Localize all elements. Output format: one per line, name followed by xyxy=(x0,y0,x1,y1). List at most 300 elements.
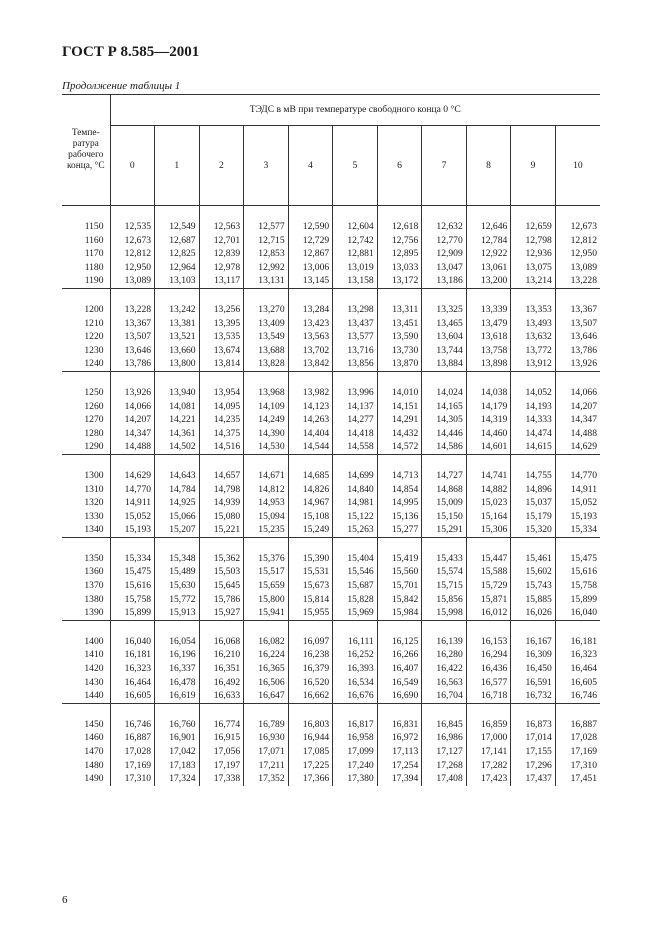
separator-cell xyxy=(466,206,511,221)
emf-value-cell: 15,291 xyxy=(422,523,467,537)
temperature-cell: 1380 xyxy=(84,593,104,605)
table-row xyxy=(62,427,600,441)
emf-value-cell: 12,909 xyxy=(422,247,467,261)
emf-value-cell: 14,544 xyxy=(288,440,333,454)
emf-value-cell: 13,507 xyxy=(110,330,155,344)
emf-value-cell: 14,404 xyxy=(288,427,333,441)
table-row xyxy=(62,400,600,414)
separator-cell xyxy=(466,454,511,469)
separator-cell xyxy=(288,537,333,552)
emf-value-cell: 12,563 xyxy=(199,220,244,234)
separator-cell xyxy=(422,703,467,718)
emf-value-cell: 16,746 xyxy=(555,689,600,703)
table-row xyxy=(62,552,600,566)
emf-value-cell: 13,968 xyxy=(244,386,289,400)
emf-value-cell: 13,075 xyxy=(511,261,556,275)
emf-value-cell: 16,153 xyxy=(466,635,511,649)
emf-value-cell: 16,647 xyxy=(244,689,289,703)
emf-value-cell: 15,715 xyxy=(422,579,467,593)
emf-value-cell: 17,000 xyxy=(466,731,511,745)
emf-value-cell: 15,828 xyxy=(333,593,378,607)
emf-value-cell: 13,814 xyxy=(199,357,244,371)
emf-value-cell: 12,978 xyxy=(199,261,244,275)
emf-value-cell: 16,789 xyxy=(244,718,289,732)
emf-value-cell: 14,291 xyxy=(377,413,422,427)
separator-cell xyxy=(110,537,155,552)
emf-value-cell: 13,395 xyxy=(199,317,244,331)
emf-value-cell: 13,660 xyxy=(155,344,200,358)
emf-value-cell: 13,940 xyxy=(155,386,200,400)
emf-value-cell: 14,826 xyxy=(288,483,333,497)
emf-value-cell: 16,803 xyxy=(288,718,333,732)
separator-cell xyxy=(511,288,556,303)
emf-value-cell: 14,361 xyxy=(155,427,200,441)
separator-cell xyxy=(199,703,244,718)
emf-value-cell: 13,019 xyxy=(333,261,378,275)
emf-value-cell: 17,014 xyxy=(511,731,556,745)
emf-value-cell: 12,729 xyxy=(288,234,333,248)
emf-value-cell: 13,535 xyxy=(199,330,244,344)
emf-value-cell: 15,871 xyxy=(466,593,511,607)
emf-value-cell: 12,618 xyxy=(377,220,422,234)
table-row xyxy=(62,593,600,607)
column-header-row xyxy=(62,126,600,206)
emf-value-cell: 15,334 xyxy=(110,552,155,566)
separator-cell xyxy=(199,206,244,221)
separator-cell xyxy=(244,703,289,718)
emf-value-cell: 14,981 xyxy=(333,496,378,510)
emf-value-cell: 12,812 xyxy=(110,247,155,261)
separator-cell xyxy=(110,371,155,386)
emf-value-cell: 13,158 xyxy=(333,274,378,288)
emf-value-cell: 13,842 xyxy=(288,357,333,371)
emf-value-cell: 16,817 xyxy=(333,718,378,732)
separator-cell xyxy=(244,454,289,469)
emf-value-cell: 12,742 xyxy=(333,234,378,248)
temperature-cell: 1430 xyxy=(84,676,104,688)
emf-value-cell: 14,249 xyxy=(244,413,289,427)
emf-value-cell: 14,109 xyxy=(244,400,289,414)
table-row xyxy=(62,261,600,275)
temperature-cell: 1190 xyxy=(84,275,104,287)
emf-value-cell: 16,097 xyxy=(288,635,333,649)
emf-value-cell: 14,390 xyxy=(244,427,289,441)
separator-cell xyxy=(155,454,200,469)
emf-value-cell: 14,375 xyxy=(199,427,244,441)
emf-value-cell: 16,873 xyxy=(511,718,556,732)
emf-value-cell: 14,643 xyxy=(155,469,200,483)
emf-value-cell: 14,052 xyxy=(511,386,556,400)
emf-value-cell: 16,436 xyxy=(466,662,511,676)
emf-value-cell: 16,478 xyxy=(155,676,200,690)
emf-value-cell: 13,730 xyxy=(377,344,422,358)
temperature-cell: 1410 xyxy=(84,649,104,661)
emf-value-cell: 13,089 xyxy=(110,274,155,288)
emf-value-cell: 16,718 xyxy=(466,689,511,703)
emf-value-cell: 13,423 xyxy=(288,317,333,331)
emf-value-cell: 15,786 xyxy=(199,593,244,607)
emf-value-cell: 12,756 xyxy=(377,234,422,248)
separator-cell xyxy=(244,371,289,386)
emf-value-cell: 13,884 xyxy=(422,357,467,371)
emf-value-cell: 13,339 xyxy=(466,303,511,317)
emf-value-cell: 15,136 xyxy=(377,510,422,524)
emf-value-cell: 16,549 xyxy=(377,676,422,690)
emf-value-cell: 14,446 xyxy=(422,427,467,441)
column-header: 4 xyxy=(288,126,333,206)
emf-value-cell: 13,228 xyxy=(110,303,155,317)
group-separator xyxy=(62,454,600,469)
emf-value-cell: 13,646 xyxy=(110,344,155,358)
column-header: 7 xyxy=(422,126,467,206)
table-row xyxy=(62,565,600,579)
emf-value-cell: 13,912 xyxy=(511,357,556,371)
emf-value-cell: 13,270 xyxy=(244,303,289,317)
emf-value-cell: 13,577 xyxy=(333,330,378,344)
emf-value-cell: 12,895 xyxy=(377,247,422,261)
temperature-cell: 1160 xyxy=(84,234,104,246)
table-row xyxy=(62,648,600,662)
separator-cell xyxy=(288,206,333,221)
group-separator xyxy=(62,620,600,635)
separator-cell xyxy=(288,288,333,303)
emf-value-cell: 13,033 xyxy=(377,261,422,275)
emf-value-cell: 17,056 xyxy=(199,745,244,759)
separator-cell xyxy=(422,206,467,221)
emf-value-cell: 15,645 xyxy=(199,579,244,593)
table-row xyxy=(62,579,600,593)
emf-value-cell: 12,659 xyxy=(511,220,556,234)
emf-value-cell: 15,899 xyxy=(555,593,600,607)
emf-value-cell: 16,845 xyxy=(422,718,467,732)
emf-value-cell: 16,167 xyxy=(511,635,556,649)
emf-value-cell: 13,103 xyxy=(155,274,200,288)
emf-value-cell: 13,716 xyxy=(333,344,378,358)
page-number: 6 xyxy=(62,894,68,906)
separator-cell xyxy=(288,371,333,386)
table-row xyxy=(62,718,600,732)
separator-cell xyxy=(555,288,600,303)
separator-cell xyxy=(110,620,155,635)
separator-cell xyxy=(377,371,422,386)
emf-value-cell: 14,868 xyxy=(422,483,467,497)
temperature-cell: 1470 xyxy=(84,746,104,757)
separator-cell xyxy=(555,620,600,635)
separator-cell xyxy=(110,454,155,469)
table-row xyxy=(62,731,600,745)
emf-value-cell: 15,052 xyxy=(555,496,600,510)
emf-value-cell: 17,394 xyxy=(377,772,422,786)
separator-cell xyxy=(422,537,467,552)
temperature-cell: 1310 xyxy=(84,483,104,495)
separator-cell xyxy=(555,703,600,718)
emf-value-cell: 16,633 xyxy=(199,689,244,703)
emf-value-cell: 17,451 xyxy=(555,772,600,786)
emf-value-cell: 13,353 xyxy=(511,303,556,317)
emf-value-cell: 16,915 xyxy=(199,731,244,745)
emf-value-cell: 14,770 xyxy=(555,469,600,483)
emf-value-cell: 14,305 xyxy=(422,413,467,427)
column-header: 0 xyxy=(110,126,155,206)
emf-value-cell: 15,885 xyxy=(511,593,556,607)
emf-value-cell: 15,856 xyxy=(422,593,467,607)
separator-cell xyxy=(155,206,200,221)
separator-cell xyxy=(110,206,155,221)
table-row xyxy=(62,330,600,344)
emf-value-cell: 16,294 xyxy=(466,648,511,662)
temperature-cell: 1280 xyxy=(84,427,104,439)
column-header: 3 xyxy=(244,126,289,206)
emf-value-cell: 16,972 xyxy=(377,731,422,745)
table-continuation-caption: Продолжение таблицы 1 xyxy=(62,80,181,92)
separator-cell xyxy=(62,703,110,718)
emf-value-cell: 16,944 xyxy=(288,731,333,745)
emf-value-cell: 15,009 xyxy=(422,496,467,510)
emf-value-cell: 14,629 xyxy=(555,440,600,454)
emf-value-cell: 15,729 xyxy=(466,579,511,593)
column-header: 5 xyxy=(333,126,378,206)
emf-value-cell: 16,774 xyxy=(199,718,244,732)
emf-value-cell: 15,362 xyxy=(199,552,244,566)
separator-cell xyxy=(333,206,378,221)
emf-value-cell: 15,630 xyxy=(155,579,200,593)
emf-value-cell: 13,786 xyxy=(555,344,600,358)
emf-value-cell: 13,047 xyxy=(422,261,467,275)
column-header: 2 xyxy=(199,126,244,206)
emf-value-cell: 15,390 xyxy=(288,552,333,566)
emf-value-cell: 15,772 xyxy=(155,593,200,607)
emf-value-cell: 13,284 xyxy=(288,303,333,317)
emf-value-cell: 16,563 xyxy=(422,676,467,690)
emf-value-cell: 14,502 xyxy=(155,440,200,454)
emf-value-cell: 16,690 xyxy=(377,689,422,703)
emf-value-cell: 13,437 xyxy=(333,317,378,331)
emf-value-cell: 15,588 xyxy=(466,565,511,579)
separator-cell xyxy=(466,371,511,386)
emf-value-cell: 16,125 xyxy=(377,635,422,649)
emf-value-cell: 16,026 xyxy=(511,606,556,620)
emf-value-cell: 17,296 xyxy=(511,759,556,773)
table-row xyxy=(62,496,600,510)
emf-value-cell: 14,939 xyxy=(199,496,244,510)
table-row xyxy=(62,440,600,454)
emf-value-cell: 13,926 xyxy=(110,386,155,400)
table-row xyxy=(62,274,600,288)
emf-value-cell: 12,798 xyxy=(511,234,556,248)
emf-value-cell: 15,574 xyxy=(422,565,467,579)
emf-value-cell: 14,840 xyxy=(333,483,378,497)
separator-cell xyxy=(422,288,467,303)
temperature-cell: 1230 xyxy=(84,344,104,356)
emf-value-cell: 13,479 xyxy=(466,317,511,331)
emf-value-cell: 15,334 xyxy=(555,523,600,537)
separator-cell xyxy=(422,454,467,469)
emf-value-cell: 15,066 xyxy=(155,510,200,524)
temperature-cell: 1420 xyxy=(84,663,104,675)
emf-value-cell: 17,113 xyxy=(377,745,422,759)
separator-cell xyxy=(377,537,422,552)
emf-value-cell: 12,604 xyxy=(333,220,378,234)
emf-value-cell: 15,475 xyxy=(110,565,155,579)
emf-value-cell: 16,704 xyxy=(422,689,467,703)
emf-value-cell: 14,235 xyxy=(199,413,244,427)
separator-cell xyxy=(62,206,110,221)
emf-value-cell: 13,367 xyxy=(555,303,600,317)
table-row xyxy=(62,523,600,537)
emf-value-cell: 14,081 xyxy=(155,400,200,414)
emf-value-cell: 13,870 xyxy=(377,357,422,371)
emf-value-cell: 13,898 xyxy=(466,357,511,371)
emf-value-cell: 16,012 xyxy=(466,606,511,620)
temperature-cell: 1490 xyxy=(84,773,104,785)
emf-value-cell: 15,193 xyxy=(555,510,600,524)
emf-table-container xyxy=(62,94,600,786)
column-header: 6 xyxy=(377,126,422,206)
emf-value-cell: 13,117 xyxy=(199,274,244,288)
emf-value-cell: 13,325 xyxy=(422,303,467,317)
emf-value-cell: 15,475 xyxy=(555,552,600,566)
table-row xyxy=(62,247,600,261)
emf-value-cell: 14,207 xyxy=(110,413,155,427)
separator-cell xyxy=(555,206,600,221)
separator-cell xyxy=(155,703,200,718)
emf-value-cell: 15,108 xyxy=(288,510,333,524)
emf-value-cell: 13,632 xyxy=(511,330,556,344)
emf-value-cell: 16,280 xyxy=(422,648,467,662)
emf-value-cell: 14,741 xyxy=(466,469,511,483)
separator-cell xyxy=(199,371,244,386)
emf-value-cell: 14,911 xyxy=(110,496,155,510)
emf-value-cell: 13,493 xyxy=(511,317,556,331)
emf-value-cell: 16,323 xyxy=(110,662,155,676)
emf-value-cell: 16,379 xyxy=(288,662,333,676)
emf-value-cell: 16,859 xyxy=(466,718,511,732)
column-header: 9 xyxy=(511,126,556,206)
separator-cell xyxy=(155,288,200,303)
emf-value-cell: 13,604 xyxy=(422,330,467,344)
emf-value-cell: 14,967 xyxy=(288,496,333,510)
table-row xyxy=(62,344,600,358)
emf-value-cell: 15,659 xyxy=(244,579,289,593)
emf-value-cell: 15,758 xyxy=(555,579,600,593)
emf-value-cell: 17,240 xyxy=(333,759,378,773)
table-body xyxy=(62,206,600,786)
separator-cell xyxy=(62,288,110,303)
emf-value-cell: 14,558 xyxy=(333,440,378,454)
separator-cell xyxy=(511,371,556,386)
table-row xyxy=(62,317,600,331)
emf-value-cell: 16,450 xyxy=(511,662,556,676)
table-row xyxy=(62,413,600,427)
separator-cell xyxy=(377,288,422,303)
emf-value-cell: 13,926 xyxy=(555,357,600,371)
emf-value-cell: 14,460 xyxy=(466,427,511,441)
emf-value-cell: 15,080 xyxy=(199,510,244,524)
emf-value-cell: 16,040 xyxy=(555,606,600,620)
emf-value-cell: 14,319 xyxy=(466,413,511,427)
emf-value-cell: 14,685 xyxy=(288,469,333,483)
emf-value-cell: 13,186 xyxy=(422,274,467,288)
emf-value-cell: 14,347 xyxy=(110,427,155,441)
separator-cell xyxy=(555,537,600,552)
emf-value-cell: 14,699 xyxy=(333,469,378,483)
separator-cell xyxy=(511,620,556,635)
emf-value-cell: 15,941 xyxy=(244,606,289,620)
table-row xyxy=(62,510,600,524)
temperature-cell: 1220 xyxy=(84,331,104,343)
emf-value-cell: 13,061 xyxy=(466,261,511,275)
emf-value-cell: 12,701 xyxy=(199,234,244,248)
emf-value-cell: 16,746 xyxy=(110,718,155,732)
emf-value-cell: 13,563 xyxy=(288,330,333,344)
emf-value-cell: 12,812 xyxy=(555,234,600,248)
temperature-cell: 1340 xyxy=(84,524,104,536)
emf-value-cell: 15,998 xyxy=(422,606,467,620)
emf-value-cell: 15,447 xyxy=(466,552,511,566)
separator-cell xyxy=(333,703,378,718)
emf-value-cell: 14,193 xyxy=(511,400,556,414)
separator-cell xyxy=(288,703,333,718)
emf-value-cell: 16,534 xyxy=(333,676,378,690)
temperature-cell: 1390 xyxy=(84,607,104,619)
emf-value-cell: 17,268 xyxy=(422,759,467,773)
temperature-cell: 1290 xyxy=(84,441,104,453)
emf-value-cell: 14,207 xyxy=(555,400,600,414)
emf-value-cell: 15,376 xyxy=(244,552,289,566)
emf-value-cell: 14,530 xyxy=(244,440,289,454)
emf-value-cell: 13,674 xyxy=(199,344,244,358)
separator-cell xyxy=(466,703,511,718)
column-header: 1 xyxy=(155,126,200,206)
emf-value-cell: 12,646 xyxy=(466,220,511,234)
emf-value-cell: 15,899 xyxy=(110,606,155,620)
emf-value-cell: 12,590 xyxy=(288,220,333,234)
emf-value-cell: 16,040 xyxy=(110,635,155,649)
emf-value-cell: 14,925 xyxy=(155,496,200,510)
separator-cell xyxy=(244,537,289,552)
emf-value-cell: 13,451 xyxy=(377,317,422,331)
emf-value-cell: 14,995 xyxy=(377,496,422,510)
emf-value-cell: 14,812 xyxy=(244,483,289,497)
separator-cell xyxy=(199,288,244,303)
emf-value-cell: 12,881 xyxy=(333,247,378,261)
table-row xyxy=(62,606,600,620)
separator-cell xyxy=(555,454,600,469)
emf-value-cell: 14,010 xyxy=(377,386,422,400)
emf-value-cell: 16,760 xyxy=(155,718,200,732)
emf-value-cell: 13,409 xyxy=(244,317,289,331)
emf-value-cell: 12,825 xyxy=(155,247,200,261)
emf-value-cell: 16,986 xyxy=(422,731,467,745)
emf-value-cell: 14,066 xyxy=(110,400,155,414)
table-header xyxy=(62,95,600,206)
emf-value-cell: 13,465 xyxy=(422,317,467,331)
emf-value-cell: 16,676 xyxy=(333,689,378,703)
table-row xyxy=(62,759,600,773)
emf-value-cell: 16,901 xyxy=(155,731,200,745)
emf-value-cell: 15,320 xyxy=(511,523,556,537)
emf-value-cell: 15,743 xyxy=(511,579,556,593)
emf-value-cell: 14,151 xyxy=(377,400,422,414)
emf-value-cell: 13,549 xyxy=(244,330,289,344)
emf-value-cell: 15,701 xyxy=(377,579,422,593)
table-row xyxy=(62,676,600,690)
separator-cell xyxy=(555,371,600,386)
emf-value-cell: 17,183 xyxy=(155,759,200,773)
emf-value-cell: 16,181 xyxy=(555,635,600,649)
emf-value-cell: 14,882 xyxy=(466,483,511,497)
separator-cell xyxy=(244,206,289,221)
